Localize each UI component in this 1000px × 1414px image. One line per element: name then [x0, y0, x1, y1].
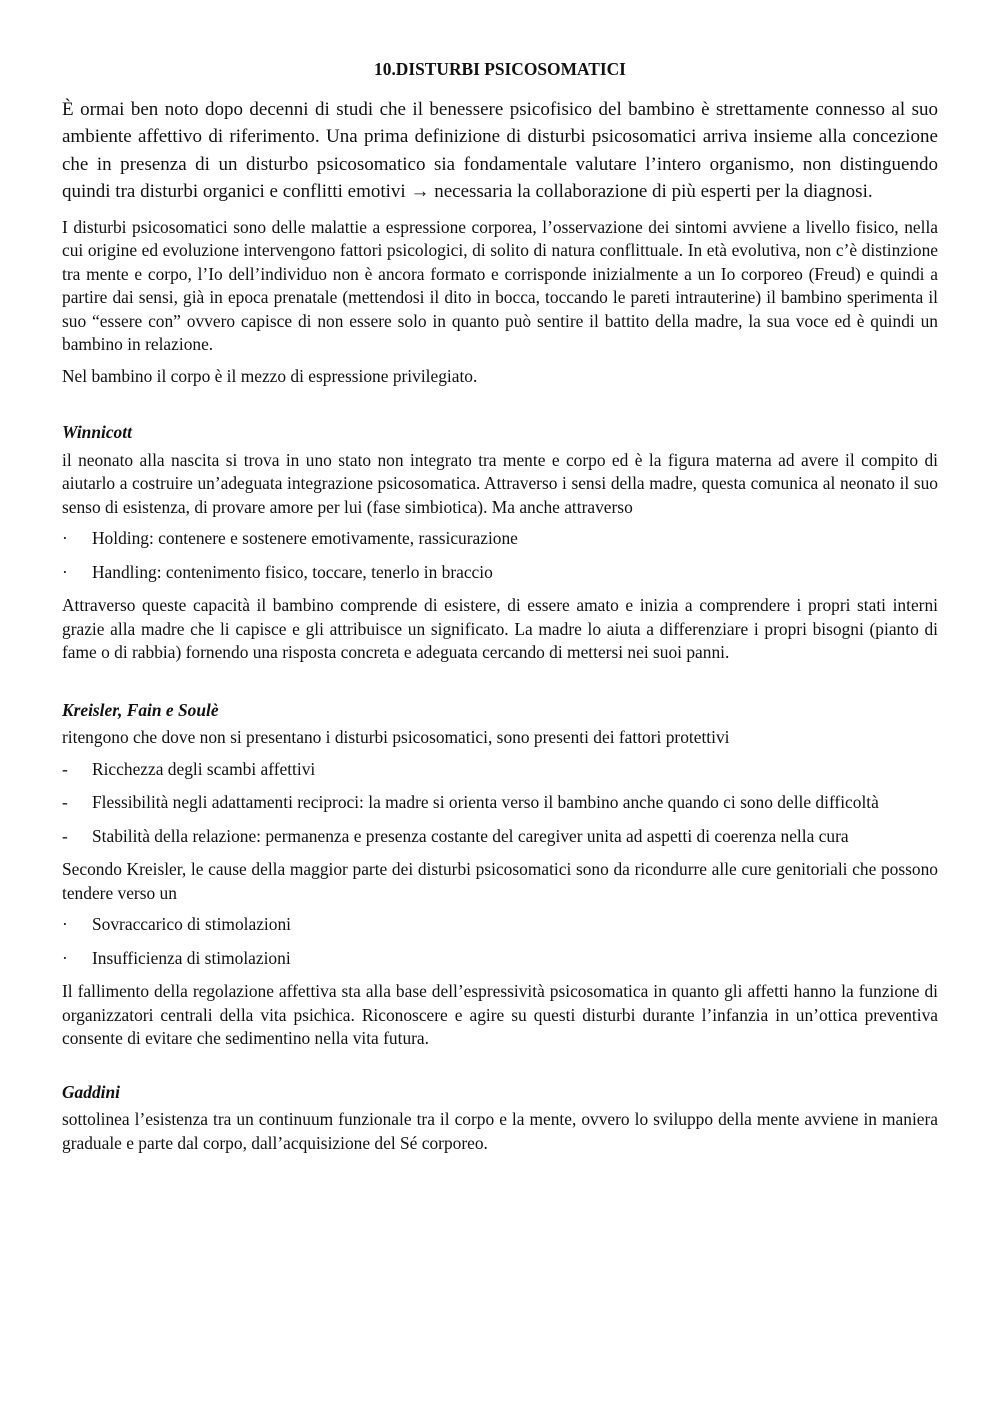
bullet-marker: · [62, 528, 68, 548]
dash-marker: - [62, 758, 68, 779]
bullet-marker: · [62, 914, 68, 934]
list-item: · Holding: contenere e sostenere emotivamente, rassicurazione [62, 527, 938, 551]
section-winnicott [62, 421, 938, 665]
kreisler-paragraph: ritengono che dove non si presentano i disturbi psicosomatici, sono presenti dei fattori protettivi [62, 727, 730, 747]
body-expression-paragraph: Nel bambino il corpo è il mezzo di espressione privilegiato. [62, 365, 478, 386]
list-item: · Insufficienza di stimolazioni [62, 947, 938, 971]
list-item: - Flessibilità negli adattamenti reciproci: la madre si orienta verso il bambino anche quando ci sono delle difficoltà [62, 791, 938, 815]
stimulation-bullet-list [62, 913, 938, 970]
winnicott-after-paragraph: Attraverso queste capacità il bambino comprende di esistere, di essere amato e inizia a comprendere i propri stati interni grazie alla madre che li capisce e gli attribuisce un significato. La madre lo aiuta a differenziare i propri bisogni (pianto di fame o di rabbia) fornendo una risposta concreta e adeguata cercando di mettersi nei suoi panni. [62, 595, 938, 662]
bullet-marker: · [62, 561, 68, 582]
section-gaddini [62, 1081, 938, 1156]
protective-factors-list [62, 758, 938, 849]
section-heading-winnicott: Winnicott [62, 422, 132, 442]
section-heading-gaddini: Gaddini [62, 1081, 120, 1102]
document-page [62, 58, 938, 1163]
winnicott-bullet-list [62, 527, 938, 584]
list-item: - Ricchezza degli scambi affettivi [62, 758, 938, 782]
list-item: - Stabilità della relazione: permanenza e presenza costante del caregiver unita ad aspetti di coerenza nella cura [62, 825, 938, 849]
section-kreisler [62, 699, 938, 1051]
bullet-marker: · [62, 947, 68, 968]
section-heading-kreisler: Kreisler, Fain e Soulè [62, 699, 219, 720]
list-item: · Sovraccarico di stimolazioni [62, 913, 938, 937]
definition-paragraph: I disturbi psicosomatici sono delle malattie a espressione corporea, l’osservazione dei sintomi avviene a livello fisico, nella cui origine ed evoluzione intervengono fattori psicologici, di solito di natura conflittuale. In età evolutiva, non c’è distinzione tra mente e corpo, l’Io dell’individuo non è ancora formato e corrisponde inizialmente a un Io corporeo (Freud) e quindi a partire dai sensi, già in epoca prenatale (mettendosi il dito in bocca, toccando le pareti intrauterine) il bambino sperimenta il suo “essere con” ovvero capisce di non essere solo in quanto può sentire il battito della madre, la sua voce ed è quindi un bambino in relazione. [62, 216, 938, 354]
dash-marker: - [62, 825, 68, 846]
list-item: · Handling: contenimento fisico, toccare, tenerlo in braccio [62, 561, 938, 585]
kreisler-after-paragraph: Il fallimento della regolazione affettiva sta alla base dell’espressività psicosomatica in quanto gli affetti hanno la funzione di organizzatori centrali della vita psichica. Riconoscere e agire su questi disturbi durante l’infanzia in un’ottica preventiva consente di evitare che sedimentino nella vita futura. [62, 981, 938, 1048]
kreisler-mid-paragraph: Secondo Kreisler, le cause della maggior parte dei disturbi psicosomatici sono da ricondurre alle cure genitoriali che possono tendere verso un [62, 859, 938, 903]
dash-marker: - [62, 792, 68, 812]
intro-paragraph: È ormai ben noto dopo decenni di studi che il benessere psicofisico del bambino è strettamente connesso al suo ambiente affettivo di riferimento. Una prima definizione di disturbi psicosomatici arriva insieme alla concezione che in presenza di un disturbo psicosomatico sia fondamentale valutare l’intero organismo, non distinguendo quindi tra disturbi organici e conflitti emotivi → necessaria la collaborazione di più esperti per la diagnosi. [62, 98, 938, 202]
gaddini-paragraph: sottolinea l’esistenza tra un continuum funzionale tra il corpo e la mente, ovvero lo sviluppo della mente avviene in maniera graduale e parte dal corpo, dall’acquisizione del Sé corporeo. [62, 1109, 938, 1153]
page-title: 10.DISTURBI PSICOSOMATICI [374, 59, 626, 79]
winnicott-paragraph: il neonato alla nascita si trova in uno stato non integrato tra mente e corpo ed è la figura materna ad avere il compito di aiutarlo a costruire un’adeguata integrazione psicosomatica. Attraverso i sensi della madre, questa comunica al neonato il suo senso di esistenza, di provare amore per lui (fase simbiotica). Ma anche attraverso [62, 449, 938, 517]
